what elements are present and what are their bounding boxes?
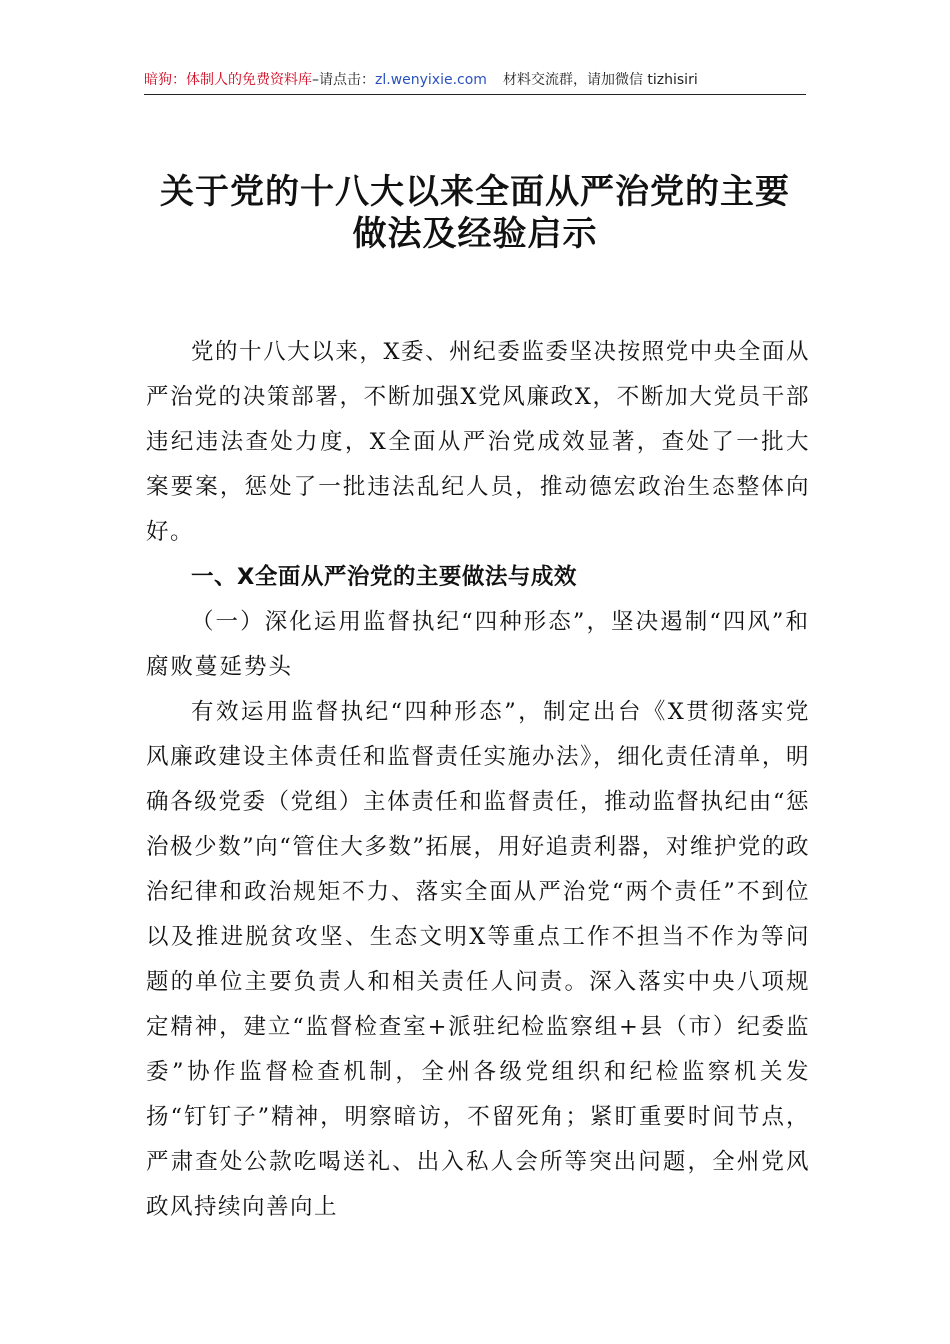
header-url-link[interactable]: zl.wenyixie.com: [375, 72, 487, 88]
header-group-text: 材料交流群，请加微信 tizhisiri: [502, 72, 698, 88]
document-title-line-1: 关于党的十八大以来全面从严治党的主要: [160, 172, 790, 212]
section-heading-1: 一、X全面从严治党的主要做法与成效: [191, 564, 577, 590]
header-site-name: 暗狗：体制人的免费资料库: [144, 72, 312, 88]
subsection-heading-1: （一）深化运用监督执纪“四种形态”，坚决遏制“四风”和腐败蔓延势头: [146, 609, 810, 680]
document-body: [146, 330, 810, 1230]
page-header: [144, 66, 806, 95]
header-click-prefix: –请点击：: [312, 72, 375, 88]
intro-paragraph: 党的十八大以来，X委、州纪委监委坚决按照党中央全面从严治党的决策部署，不断加强X党风廉政X，不断加大党员干部违纪违法查处力度，X全面从严治党成效显著，查处了一批大案要案，惩处了一批违法乱纪人员，推动德宏政治生态整体向好。: [146, 339, 810, 545]
body-paragraph-1: 有效运用监督执纪“四种形态”，制定出台《X贯彻落实党风廉政建设主体责任和监督责任实施办法》，细化责任清单，明确各级党委（党组）主体责任和监督责任，推动监督执纪由“惩治极少数”向“管住大多数”拓展，用好追责利器，对维护党的政治纪律和政治规矩不力、落实全面从严治党“两个责任”不到位以及推进脱贫攻坚、生态文明X等重点工作不担当不作为等问题的单位主要负责人和相关责任人问责。深入落实中央八项规定精神，建立“监督检查室+派驻纪检监察组+县（市）纪委监委”协作监督检查机制，全州各级党组织和纪检监察机关发扬“钉钉子”精神，明察暗访，不留死角；紧盯重要时间节点，严肃查处公款吃喝送礼、出入私人会所等突出问题，全州党风政风持续向善向上: [146, 699, 810, 1220]
document-title-line-2: 做法及经验启示: [352, 214, 598, 254]
